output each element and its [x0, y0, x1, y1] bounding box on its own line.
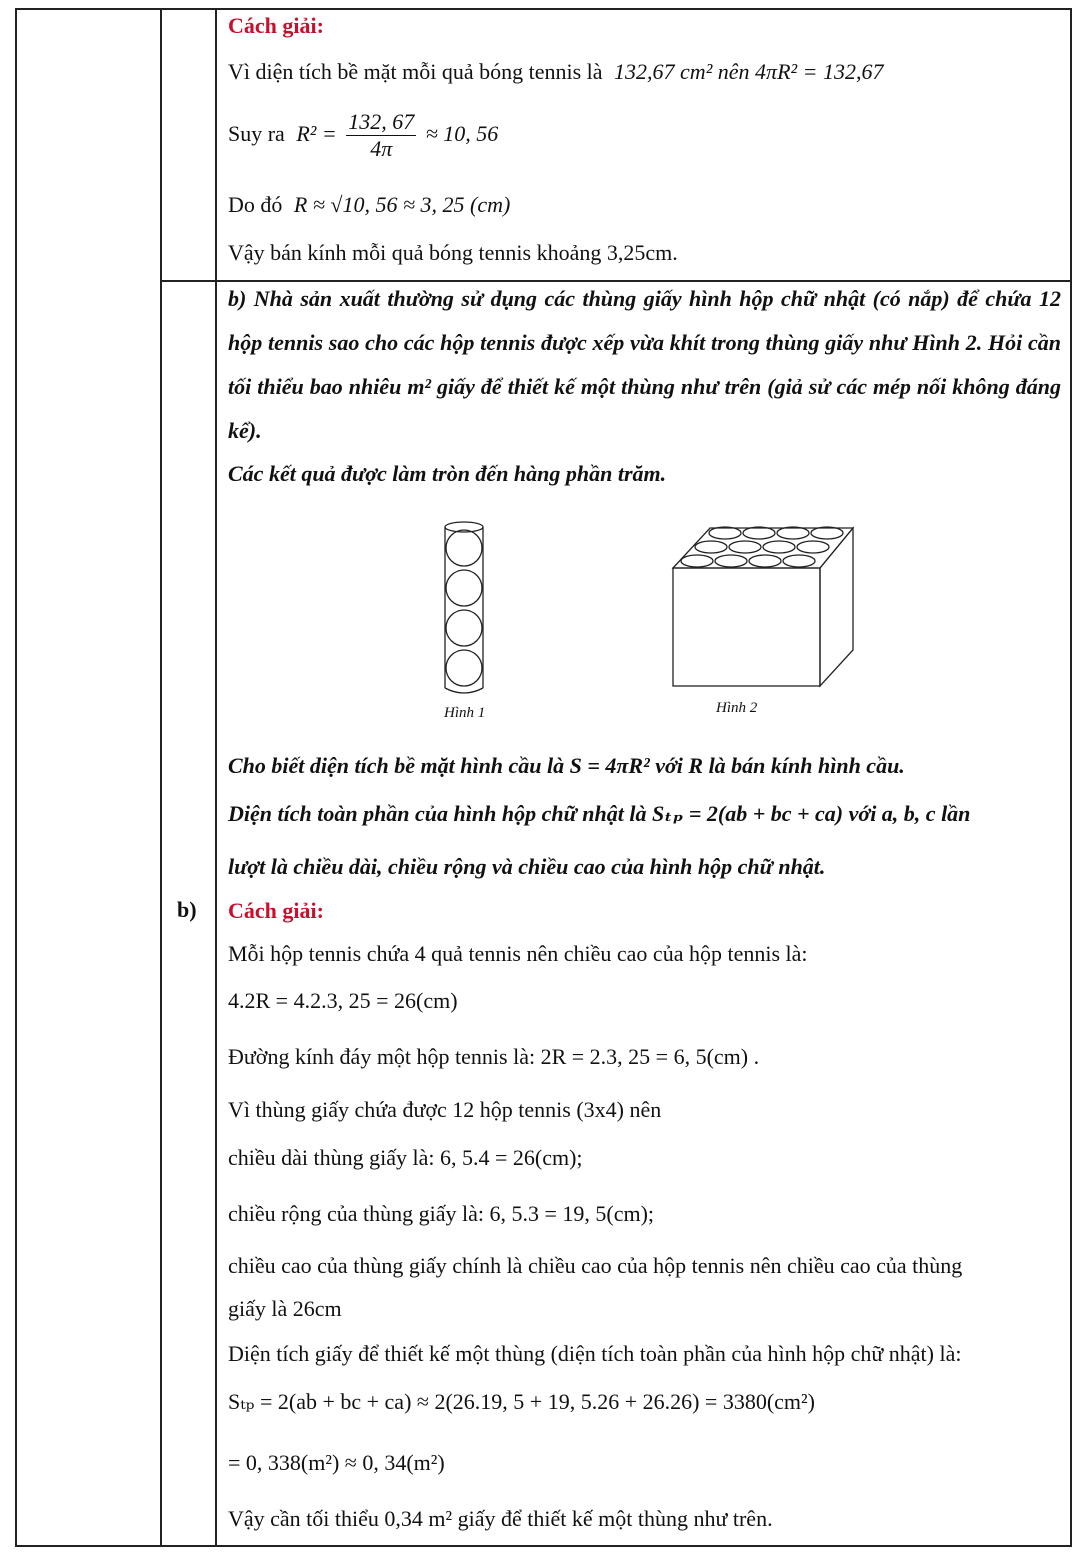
solution-b-line-4: Vì thùng giấy chứa được 12 hộp tennis (3x4) nên — [228, 1097, 662, 1122]
solution-heading-b: Cách giải: — [228, 898, 324, 923]
solution-heading-a: Cách giải: — [228, 13, 324, 38]
figure-tennis-tube — [436, 518, 492, 698]
solution-line-1: Vì diện tích bề mặt mỗi quả bóng tennis là 132,67 cm² nên 4πR² = 132,67 — [228, 59, 884, 84]
table-divider-col2 — [215, 8, 217, 1547]
given-box-area: Diện tích toàn phần của hình hộp chữ nhật là Sₜₚ = 2(ab + bc + ca) với a, b, c lần — [228, 801, 971, 826]
problem-b-statement: b) Nhà sản xuất thường sử dụng các thùng giấy hình hộp chữ nhật (có nắp) để chứa 12 hộp tennis sao cho các hộp tennis được xếp vừa khít trong thùng giấy như Hình 2. Hỏi cần tối thiểu bao nhiêu m² giấy để thiết kế một thùng như trên (giả sử các mép nối không đáng kể). — [228, 286, 1061, 443]
given-sphere-area: Cho biết diện tích bề mặt hình cầu là S = 4πR² với R là bán kính hình cầu. — [228, 753, 905, 778]
solution-b-line-10: Sₜₚ = 2(ab + bc + ca) ≈ 2(26.19, 5 + 19, 5.26 + 26.26) = 3380(cm²) — [228, 1389, 815, 1414]
solution-b-line-7: chiều cao của thùng giấy chính là chiều cao của hộp tennis nên chiều cao của thùng — [228, 1253, 963, 1278]
figure-tennis-box — [665, 520, 860, 690]
figure-2-caption: Hình 2 — [716, 700, 758, 716]
solution-line-3: Do đó R ≈ √10, 56 ≈ 3, 25 (cm) — [228, 192, 511, 217]
solution-b-line-9: Diện tích giấy để thiết kế một thùng (diện tích toàn phần của hình hộp chữ nhật) là: — [228, 1341, 962, 1366]
solution-b-line-5: chiều dài thùng giấy là: 6, 5.4 = 26(cm); — [228, 1145, 583, 1170]
solution-b-line-2: 4.2R = 4.2.3, 25 = 26(cm) — [228, 988, 458, 1013]
figure-1-caption: Hình 1 — [444, 705, 486, 721]
solution-b-line-3: Đường kính đáy một hộp tennis là: 2R = 2.3, 25 = 6, 5(cm) . — [228, 1044, 760, 1069]
problem-b-rounding-note: Các kết quả được làm tròn đến hàng phần trăm. — [228, 461, 667, 486]
solution-line-2: Suy ra R² = $\frac{132, 67}{4\pi}$ ≈ 10, 56 — [228, 109, 499, 162]
given-box-area-cont: lượt là chiều dài, chiều rộng và chiều cao của hình hộp chữ nhật. — [228, 854, 826, 879]
fraction: $\frac{132, 67}{4\pi}$ — [348, 109, 415, 162]
solution-b-line-1: Mỗi hộp tennis chứa 4 quả tennis nên chiều cao của hộp tennis là: — [228, 941, 808, 966]
part-label-b: b) — [177, 897, 197, 922]
table-divider-col1 — [160, 8, 162, 1547]
solution-b-line-11: = 0, 338(m²) ≈ 0, 34(m²) — [228, 1450, 445, 1475]
solution-b-line-8: giấy là 26cm — [228, 1296, 342, 1321]
solution-b-line-12: Vậy cần tối thiểu 0,34 m² giấy để thiết kế một thùng như trên. — [228, 1506, 773, 1531]
solution-b-line-6: chiều rộng của thùng giấy là: 6, 5.3 = 19, 5(cm); — [228, 1201, 655, 1226]
solution-line-4: Vậy bán kính mỗi quả bóng tennis khoảng 3,25cm. — [228, 240, 678, 265]
